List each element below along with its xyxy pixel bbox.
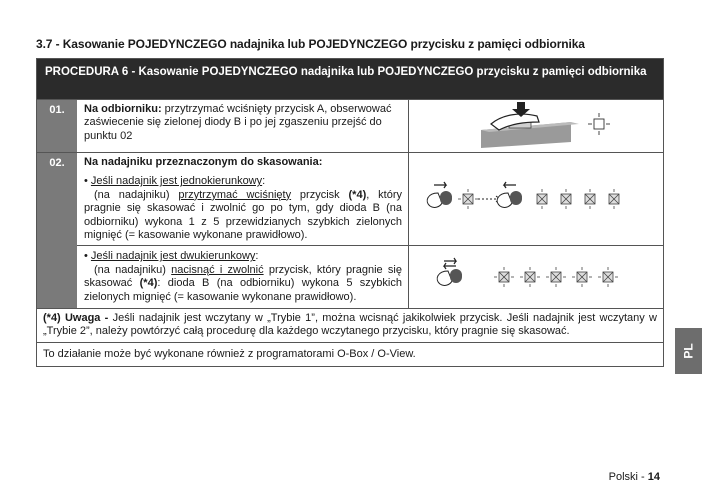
text-part: (na nadajniku) <box>94 188 179 201</box>
condition-label: Jeśli nadajnik jest jednokierunkowy <box>90 175 263 188</box>
text-part: , który pragnie się skasować i zwolnić go po tym, gdy dioda B (na odbiorniku) wykona 1 z 5 przewidzianych szybkich zielonych mignięć (= kasowanie wykonane prawidłowo). <box>84 188 402 242</box>
bullet: • <box>84 250 91 263</box>
language-tab <box>675 328 702 374</box>
step-text <box>77 246 408 308</box>
step-text <box>77 100 408 152</box>
led-flash-icon <box>537 189 547 209</box>
footer-note: To działanie może być wykonane również z programatorami O-Box / O-View. <box>37 342 663 366</box>
step-lead: Na odbiorniku: <box>84 103 162 115</box>
note-lead: (*4) Uwaga - <box>43 312 109 325</box>
note-reference: (*4) <box>348 188 367 201</box>
unidirectional-case <box>84 175 402 242</box>
hold-instruction: przytrzymać wciśnięty <box>178 188 292 201</box>
step-body: przytrzymać wciśnięty przycisk A, obserwować zaświecenie się zielonej diody B i po jej zgaszeniu przejść do punktu 02 <box>84 103 392 142</box>
bidirectional-sequence-illustration <box>426 257 646 297</box>
text-part: przycisk, który pragnie się skasować <box>84 263 402 290</box>
colon: : <box>262 175 266 188</box>
led-flash-icon <box>494 267 514 287</box>
transmitter-icon <box>427 182 452 207</box>
step-row-2 <box>37 152 663 308</box>
text-part: przycisk <box>291 188 349 201</box>
led-flash-icon <box>546 267 566 287</box>
step-number: 02. <box>37 153 77 308</box>
step-illustration <box>408 246 663 308</box>
note-row <box>37 308 663 342</box>
text-part: : dioda B (na odbiorniku) wykona 5 szybkich zielonych mignięć (= kasowanie wykonane prawidłowo). <box>84 277 402 303</box>
condition-label: Jeśli nadajnik jest dwukierunkowy <box>90 250 256 263</box>
led-flash-icon <box>561 189 571 209</box>
step-illustration <box>408 100 663 152</box>
step-illustration <box>408 153 663 245</box>
transmitter-icon <box>437 258 462 285</box>
procedure-table <box>36 58 664 367</box>
led-flash-icon <box>458 189 478 209</box>
bullet: • <box>84 175 91 188</box>
led-icon <box>588 113 610 135</box>
text-part: (na nadajniku) <box>94 263 172 276</box>
language-tab-label: PL <box>681 343 696 359</box>
page-footer <box>609 471 660 483</box>
led-flash-icon <box>572 267 592 287</box>
unidirectional-sequence-illustration <box>416 179 656 219</box>
led-flash-icon <box>520 267 540 287</box>
page-number: 14 <box>647 471 660 483</box>
colon: : <box>255 250 259 263</box>
step-text <box>77 153 408 245</box>
note-reference: (*4) <box>139 277 158 290</box>
led-flash-icon <box>598 267 618 287</box>
step-row-1 <box>37 99 663 152</box>
note-text: Jeśli nadajnik jest wczytany w „Trybie 1”, można wcisnąć jakikolwiek przycisk. Jeśli nadajnik jest wczytany w „Trybie 2”, należy powtórzyć całą procedurę dla każdego wczytanego przycisku, który pragnie się skasować. <box>43 312 657 338</box>
bidirectional-case <box>84 250 402 304</box>
led-flash-icon <box>585 189 595 209</box>
press-instruction: nacisnąć i zwolnić <box>171 263 264 276</box>
step-lead: Na nadajniku przeznaczonym do skasowania: <box>84 156 323 168</box>
step-number: 01. <box>37 100 77 152</box>
section-title: 3.7 - Kasowanie POJEDYNCZEGO nadajnika lub POJEDYNCZEGO przycisku z pamięci odbiornika <box>36 37 585 51</box>
led-flash-icon <box>609 189 619 209</box>
page-language: Polski - <box>608 471 648 483</box>
procedure-header: PROCEDURA 6 - Kasowanie POJEDYNCZEGO nadajnika lub POJEDYNCZEGO przycisku z pamięci odbiornika <box>37 59 663 99</box>
press-receiver-button-illustration <box>421 102 651 150</box>
transmitter-icon <box>497 182 522 207</box>
